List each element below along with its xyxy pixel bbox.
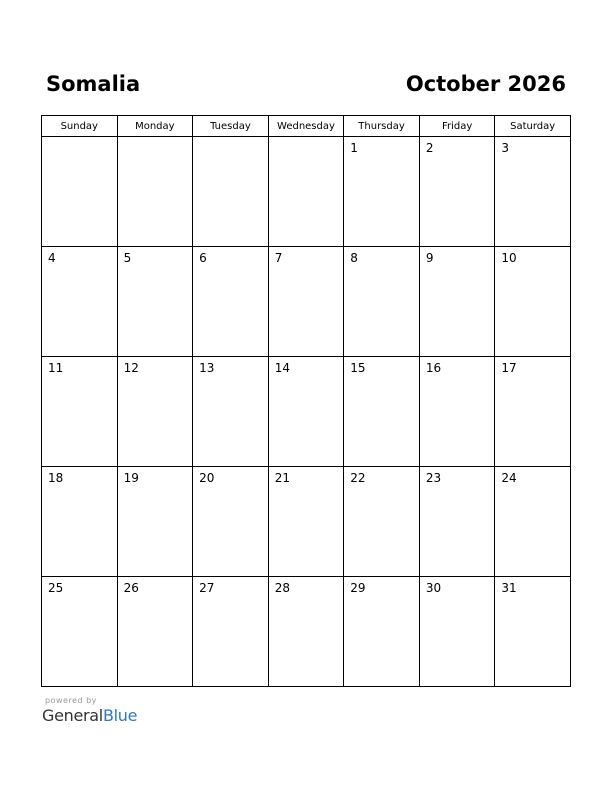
day-cell — [193, 467, 269, 577]
day-number — [193, 137, 268, 141]
day-number: 8 — [350, 251, 358, 265]
day-number: 30 — [425, 581, 442, 595]
day-cell — [419, 577, 495, 687]
day-cell — [344, 247, 420, 357]
day-number: 17 — [501, 361, 517, 375]
day-cell — [42, 247, 118, 357]
day-cell — [193, 357, 269, 467]
day-cell — [344, 577, 420, 687]
powered-by-label: powered by — [45, 696, 97, 705]
day-number: 3 — [501, 141, 510, 155]
day-cell — [193, 247, 269, 357]
day-cell — [268, 467, 344, 577]
day-cell — [419, 467, 495, 577]
day-number: 23 — [425, 471, 442, 485]
day-cell — [495, 467, 571, 577]
day-number: 5 — [123, 251, 132, 265]
day-cell — [419, 247, 495, 357]
day-cell — [268, 137, 344, 247]
day-cell — [344, 467, 420, 577]
day-number: 12 — [123, 361, 139, 375]
day-cell — [495, 577, 571, 687]
day-cell — [268, 357, 344, 467]
day-number: 11 — [48, 361, 64, 375]
week-row-3 — [42, 357, 571, 467]
day-cell — [117, 137, 193, 247]
day-cell — [193, 577, 269, 687]
day-cell — [268, 577, 344, 687]
day-number — [42, 137, 117, 141]
weekday-thursday: Thursday — [344, 116, 420, 137]
day-number: 29 — [350, 581, 366, 595]
week-row-4 — [42, 467, 571, 577]
day-cell — [495, 357, 571, 467]
weekday-friday: Friday — [419, 116, 495, 137]
day-number: 21 — [274, 471, 290, 485]
calendar-grid — [41, 115, 571, 687]
day-cell — [42, 137, 118, 247]
day-number: 16 — [425, 361, 442, 375]
generalblue-branding[interactable] — [42, 696, 137, 726]
weekday-sunday: Sunday — [42, 116, 118, 137]
week-row-1 — [42, 137, 571, 247]
country-title: Somalia — [46, 72, 141, 96]
day-number: 13 — [199, 361, 215, 375]
month-year-title: October 2026 — [405, 72, 566, 96]
day-number — [269, 137, 344, 141]
day-cell — [42, 357, 118, 467]
day-number: 25 — [48, 581, 64, 595]
day-number: 9 — [425, 251, 434, 265]
day-number: 2 — [425, 141, 434, 155]
day-cell — [268, 247, 344, 357]
week-row-5 — [42, 577, 571, 687]
day-number: 10 — [501, 251, 517, 265]
day-number: 18 — [48, 471, 64, 485]
day-number: 6 — [199, 251, 207, 265]
day-number: 26 — [123, 581, 139, 595]
day-cell — [117, 247, 193, 357]
weekday-wednesday: Wednesday — [268, 116, 344, 137]
day-cell — [42, 577, 118, 687]
day-number: 24 — [501, 471, 517, 485]
week-row-2 — [42, 247, 571, 357]
day-cell — [495, 247, 571, 357]
day-number: 14 — [274, 361, 290, 375]
day-cell — [495, 137, 571, 247]
day-number — [118, 137, 193, 141]
day-number: 4 — [48, 251, 56, 265]
day-number: 22 — [350, 471, 366, 485]
day-number: 20 — [199, 471, 215, 485]
weekday-header-row — [42, 116, 571, 137]
generalblue-logo — [42, 706, 137, 726]
logo-blue-text: Blue — [102, 706, 138, 725]
day-cell — [419, 357, 495, 467]
day-number: 7 — [274, 251, 283, 265]
day-cell — [117, 467, 193, 577]
logo-general-text: General — [42, 706, 103, 725]
weekday-saturday: Saturday — [495, 116, 571, 137]
day-cell — [42, 467, 118, 577]
day-number: 19 — [123, 471, 139, 485]
day-cell — [419, 137, 495, 247]
day-cell — [117, 357, 193, 467]
weekday-tuesday: Tuesday — [193, 116, 269, 137]
day-number: 1 — [350, 141, 358, 155]
day-cell — [344, 137, 420, 247]
day-number: 15 — [350, 361, 366, 375]
day-cell — [344, 357, 420, 467]
weekday-monday: Monday — [117, 116, 193, 137]
day-cell — [193, 137, 269, 247]
day-number: 27 — [199, 581, 215, 595]
day-number: 31 — [501, 581, 517, 595]
day-number: 28 — [274, 581, 290, 595]
day-cell — [117, 577, 193, 687]
